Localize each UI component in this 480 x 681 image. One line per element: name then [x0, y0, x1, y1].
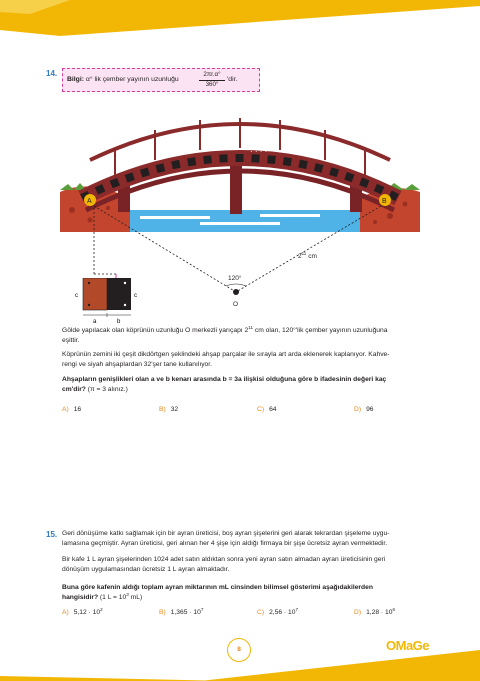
q14-option-a[interactable]: A) 16: [62, 406, 82, 413]
formula-denominator: 360°: [205, 81, 219, 88]
q15-paragraph-2: Bir kafe 1 L ayran şişelerinden 1024 adet satın aldıktan sonra yeni ayran satın almadan ayran üreticisinin geri dönüşüm uygulamasından ücretsiz 1 L ayran almaktadır.: [62, 556, 386, 573]
label-c-right: c: [134, 293, 137, 299]
q14-option-c[interactable]: C) 64: [257, 406, 277, 413]
brown-plank: [83, 278, 107, 310]
q15-option-d[interactable]: D) $1,28 \cdot 10^6$: [354, 606, 396, 616]
label-O: O: [233, 301, 239, 308]
alpha-symbol: α°: [85, 76, 93, 83]
q14-question: Ahşapların genişlikleri olan a ve b kenarı arasında b = 3a ilişkisi olduğuna göre b ifadesinin değeri kaç cm'dir? (π = 3 alınız.): [62, 376, 387, 393]
q14-paragraph-1: Gölde yapılacak olan köprünün uzunluğu O merkezli yarıçapı $2^{11}$ cm olan, 120°'lik çember yayının uzunluğuna eşittir.: [62, 324, 388, 344]
label-A: A: [87, 198, 92, 205]
label-B: B: [382, 198, 387, 205]
question-14-number: 14.: [46, 69, 58, 78]
q15-option-a[interactable]: A) $5,12 \cdot 10^2$: [62, 606, 103, 616]
page-number: 8: [227, 638, 251, 662]
q15-option-b[interactable]: B) $1,365 \cdot 10^7$: [159, 606, 204, 616]
q15-option-c[interactable]: C) $2,56 \cdot 10^7$: [257, 606, 299, 616]
info-box: [62, 68, 260, 92]
q15-paragraph-1: Geri dönüşüme katkı sağlamak için bir ayran üreticisi, boş ayran şişelerini geri alarak tekrardan şişeleme uygu- lamasına geçmiştir. Ayran üreticisi, geri alınan her 4 şişe için aldığı firmaya bir şişe ücretsiz ayran vermektedir.: [62, 530, 390, 547]
question-15-number: 15.: [46, 530, 58, 539]
q15-question: Buna göre kafenin aldığı toplam ayran miktarının mL cinsinden bilimsel gösterimi aşağıdakilerden hangisidir? (1 $L = 10^3$ mL): [62, 584, 373, 601]
brand-logo: OMaGe: [386, 638, 430, 653]
info-label: Bilgi:: [67, 76, 84, 83]
radius-label: $2^{11}$ cm: [298, 251, 317, 260]
q14-paragraph-2: Köprünün zemini iki çeşit dikdörtgen şeklindeki ahşap parçalar ile sırayla art arda eklenerek kaplanıyor. Kahve- rengi ve siyah ahşaplardan 32'şer tane kullanılıyor.: [62, 351, 390, 368]
formula-numerator: 2πr.α°: [203, 71, 221, 78]
q14-option-b[interactable]: B) 32: [159, 406, 179, 413]
info-end: 'dir.: [227, 76, 238, 83]
label-a: a: [93, 319, 97, 324]
angle-label: 120°: [228, 275, 242, 282]
label-b: b: [117, 319, 121, 324]
info-text: lik çember yayının uzunluğu: [94, 76, 179, 83]
plank-detail: [75, 278, 145, 324]
label-c-left: c: [75, 293, 78, 299]
angle-arc: [226, 284, 246, 286]
q14-option-d[interactable]: D) 96: [354, 406, 374, 413]
center-O: [233, 289, 239, 295]
black-plank: [107, 278, 131, 310]
svg-text:· · · ·: · · · ·: [250, 147, 268, 156]
top-decoration: [0, 0, 480, 40]
